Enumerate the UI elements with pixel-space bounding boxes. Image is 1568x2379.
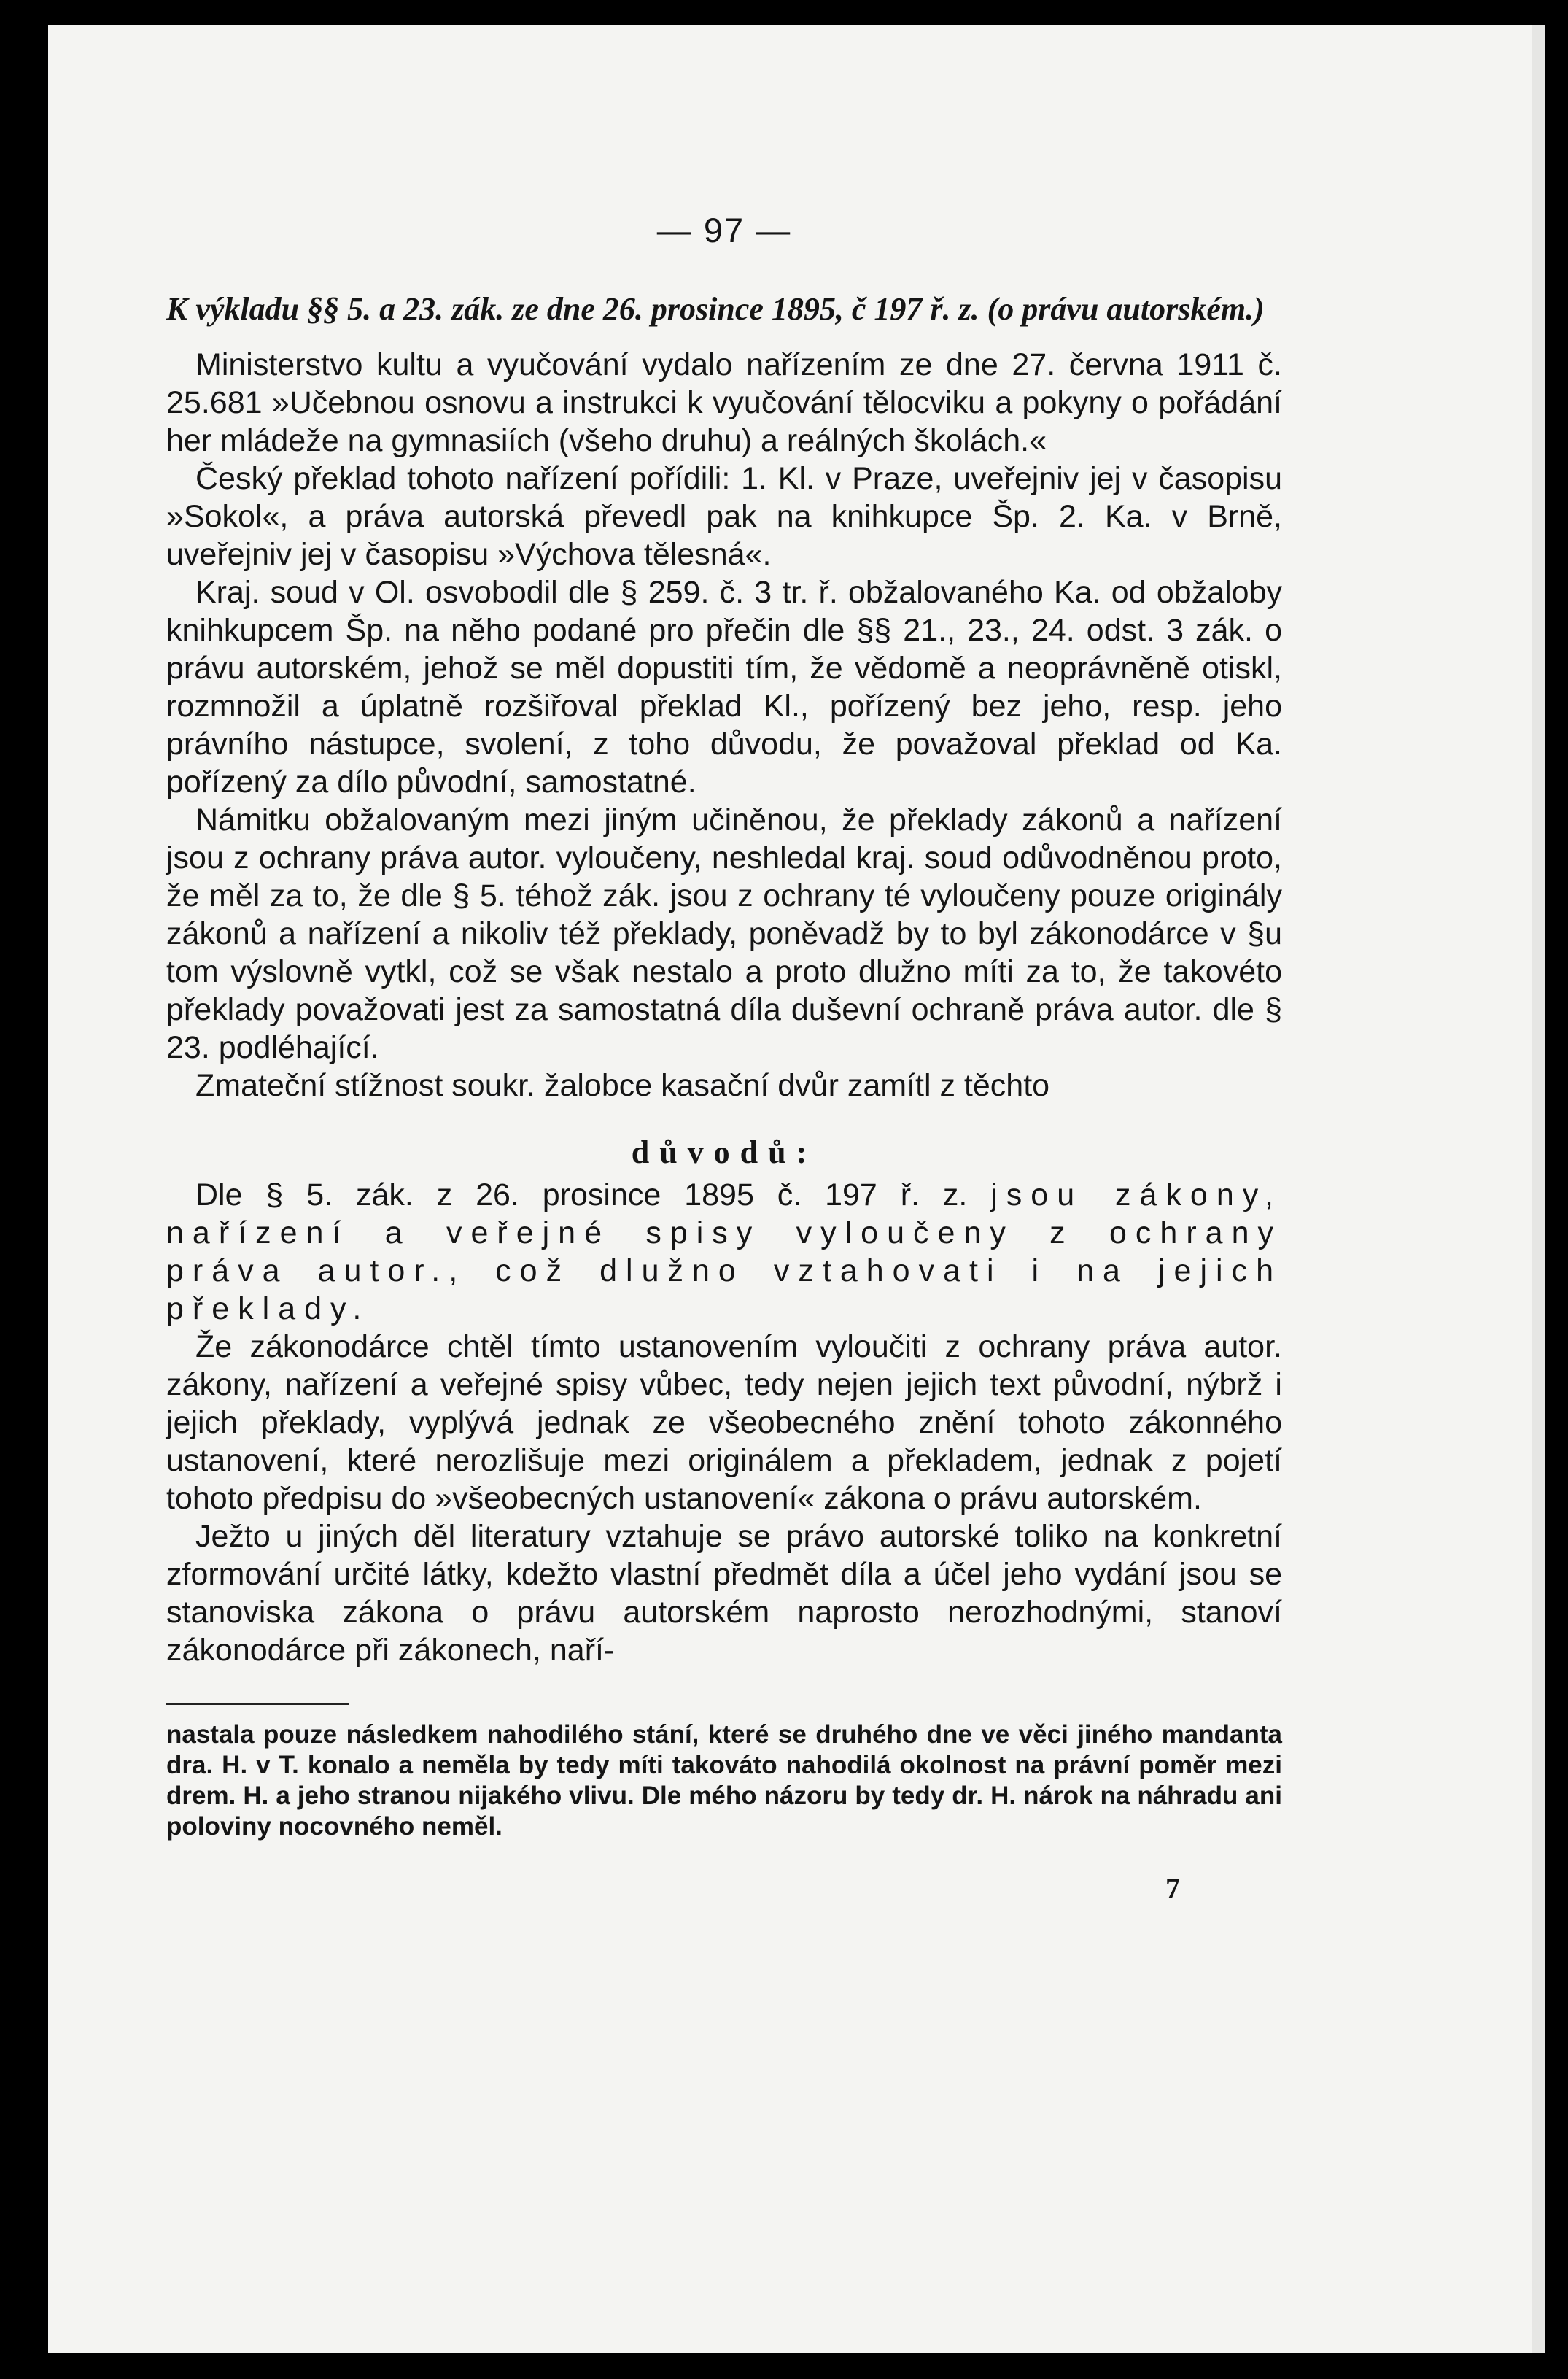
section-heading: K výkladu §§ 5. a 23. zák. ze dne 26. prosince 1895, č 197 ř. z. (o právu autorském.) <box>166 291 1265 327</box>
paragraph-1: Ministerstvo kultu a vyučování vydalo nařízením ze dne 27. června 1911 č. 25.681 »Učebnou osnovu a instrukci k vyučování tělocviku a pokyny o pořádání her mládeže na gymnasiích (všeho druhu) a reálných školách.« <box>166 347 1282 458</box>
paragraph-3: Kraj. soud v Ol. osvobodil dle § 259. č. 3 tr. ř. obžalovaného Ka. od obžaloby knihkupcem Šp. na něho podané pro přečin dle §§ 21., 23., 24. odst. 3 zák. o právu autorském, jehož se měl dopustiti tím, že vědomě a neoprávněně otiskl, rozmnožil a úplatně rozšiřoval překlad Kl., pořízený bez jeho, resp. jeho právního nástupce, svolení, z toho důvodu, že považoval překlad od Ka. pořízený za dílo původní, samostatné. <box>166 575 1282 800</box>
page-number: — 97 — <box>656 211 792 249</box>
reasons-paragraph-1 <box>166 1176 1282 1328</box>
reasons-spaced-text: jsou zákony, nařízení a veřejné spisy vyloučeny z ochrany práva autor., což dlužno vztahovati i na jejich překlady. <box>166 1177 1283 1326</box>
paragraph-2: Český překlad tohoto nařízení pořídili: 1. Kl. v Praze, uveřejniv jej v časopisu »Sokol«, a práva autorská převedl pak na knihkupce Šp. 2. Ka. v Brně, uveřejniv jej v časopisu »Výchova tělesná«. <box>166 461 1282 572</box>
page-edge <box>1532 25 1545 2353</box>
paragraph-4: Námitku obžalovaným mezi jiným učiněnou, že překlady zákonů a nařízení jsou z ochrany práva autor. vyloučeny, neshledal kraj. soud odůvodněnou proto, že měl za to, že dle § 5. téhož zák. jsou z ochrany té vyloučeny pouze originály zákonů a nařízení a nikoliv též překlady, poněvadž by to byl zákonodárce v §u tom výslovně vytkl, což se však nestalo a proto dlužno míti za to, že takovéto překlady považovati jest za samostatná díla duševní ochraně práva autor. dle § 23. podléhající. <box>166 802 1282 1065</box>
reasons-prefix: Dle § 5. zák. z 26. prosince 1895 č. 197 ř. z. <box>195 1177 991 1212</box>
signature-mark: 7 <box>1165 1872 1180 1905</box>
reasons-paragraph-2: Že zákonodárce chtěl tímto ustanovením vyloučiti z ochrany práva autor. zákony, nařízení a veřejné spisy vůbec, tedy nejen jejich text původní, nýbrž i jejich překlady, vyplývá jednak ze všeobecného znění tohoto zákonného ustanovení, které nerozlišuje mezi originálem a překladem, jednak z pojetí tohoto předpisu do »všeobecných ustanovení« zákona o právu autorském. <box>166 1329 1282 1516</box>
reasons-heading: důvodů: <box>631 1134 818 1170</box>
paragraph-5: Zmateční stížnost soukr. žalobce kasační dvůr zamítl z těchto <box>195 1068 1050 1103</box>
footnote: nastala pouze následkem nahodilého stání, které se druhého dne ve věci jiného mandanta dra. H. v T. konalo a neměla by tedy míti takováto nahodilá okolnost na právní poměr mezi drem. H. a jeho stranou nijakého vlivu. Dle mého názoru by tedy dr. H. nárok na náhradu ani poloviny nocovného neměl. <box>166 1720 1282 1841</box>
footnote-divider <box>166 1703 349 1705</box>
reasons-paragraph-3: Ježto u jiných děl literatury vztahuje se právo autorské toliko na konkretní zformování určité látky, kdežto vlastní předmět díla a účel jeho vydání jsou se stanoviska zákona o právu autorském naprosto nerozhodnými, stanoví zákonodárce při zákonech, naří- <box>166 1519 1282 1668</box>
page-content <box>166 212 1282 1908</box>
